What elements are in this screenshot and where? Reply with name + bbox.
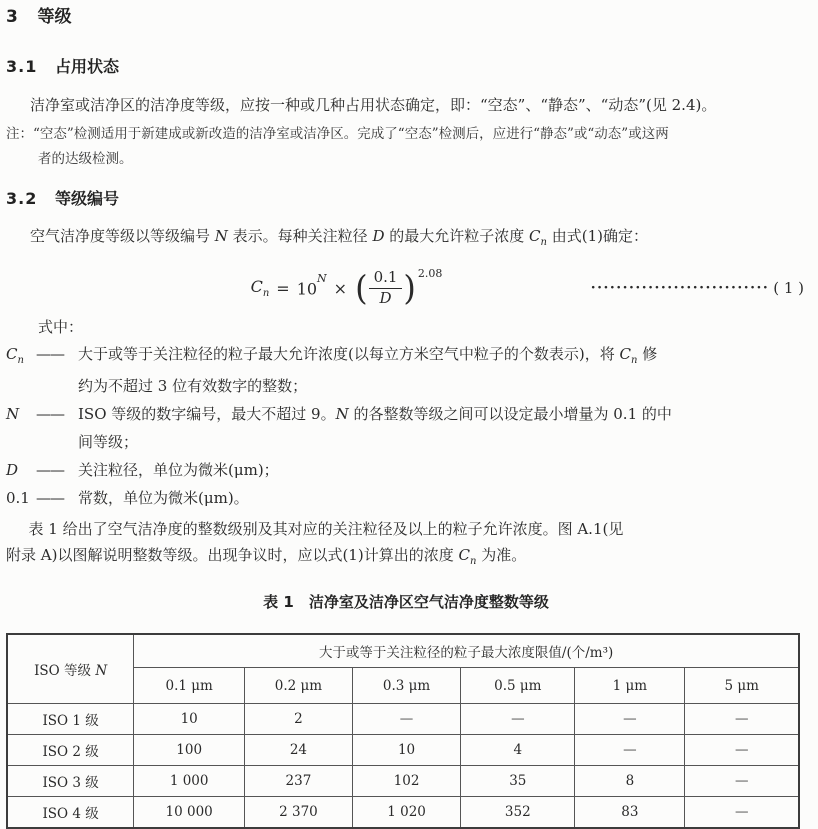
cell-value: — xyxy=(685,797,799,829)
cell-value: 35 xyxy=(461,766,575,797)
table-header-size-0-5: 0.5 μm xyxy=(461,668,575,704)
cell-value: 2 xyxy=(245,704,353,735)
dotted-leader: ···························· xyxy=(590,280,770,296)
section-3-2-number: 3.2 xyxy=(6,189,38,208)
definition-n-symbol: N xyxy=(6,405,20,423)
fraction-numerator: 0.1 xyxy=(369,269,403,288)
section-3-1-title: 占用状态 xyxy=(54,57,119,76)
exponent: 2.08 xyxy=(417,266,443,280)
table-header-size-5: 5 μm xyxy=(685,668,799,704)
definition-01-text: 常数，单位为微米(μm)。 xyxy=(78,489,249,507)
cell-value: 8 xyxy=(575,766,685,797)
table-row-iso-2 xyxy=(7,735,799,766)
table-row-iso-4 xyxy=(7,797,799,829)
table-header-size-0-3: 0.3 μm xyxy=(352,668,461,704)
section-3-title: 等级 xyxy=(37,7,72,27)
equation-1-reference xyxy=(591,279,804,297)
fraction xyxy=(369,269,403,307)
definition-cn-symbol: $C_n$ xyxy=(6,345,24,366)
table-intro-line-1: 表 1 给出了空气洁净度的整数级别及其对应的关注粒径及以上的粒子允许浓度。图 A.1(见 xyxy=(28,520,624,538)
row-label: ISO 4 级 xyxy=(7,797,134,829)
cell-value: 10 xyxy=(134,704,245,735)
cell-value: 10 000 xyxy=(134,797,245,829)
definition-dash: —— xyxy=(36,489,64,507)
definition-01 xyxy=(6,484,806,512)
class-number-paragraph: 空气洁净度等级以等级编号 N 表示。每种关注粒径 D 的最大允许粒子浓度 $C_n$ 由式(1)确定： xyxy=(30,227,648,248)
definition-cn-text: 大于或等于关注粒径的粒子最大允许浓度(以每立方米空气中粒子的个数表示)，将 $C_n$ 修 约为不超过 3 位有效数字的整数； xyxy=(78,345,658,395)
definition-cn xyxy=(6,340,806,400)
definition-n-text: ISO 等级的数字编号，最大不超过 9。N 的各整数等级之间可以设定最小增量为 0.1 的中 间等级； xyxy=(78,405,672,451)
definition-n xyxy=(6,400,806,456)
cell-value: 1 000 xyxy=(134,766,245,797)
equals-sign: = xyxy=(276,278,290,298)
equation-1-expression xyxy=(250,266,443,308)
cell-value: 2 370 xyxy=(245,797,353,829)
cell-value: 237 xyxy=(245,766,353,797)
definition-d xyxy=(6,456,806,484)
section-3-heading xyxy=(6,6,806,28)
table-intro-line-2: 附录 A)以图解说明整数等级。出现争议时，应以式(1)计算出的浓度 $C_n$ 为准。 xyxy=(6,546,527,567)
table-header-size-0-1: 0.1 μm xyxy=(134,668,245,704)
open-paren: ( xyxy=(355,268,368,308)
cell-value: 10 xyxy=(352,735,461,766)
table-header-iso-class: ISO 等级 N xyxy=(7,634,134,704)
var-cn: $C_n$ xyxy=(250,276,270,300)
cell-value: 102 xyxy=(352,766,461,797)
table-header-concentration-limit: 大于或等于关注粒径的粒子最大浓度限值/(个/m³) xyxy=(134,634,799,668)
power-of-ten: $10^N$ xyxy=(296,271,327,299)
table-header-size-0-2: 0.2 μm xyxy=(245,668,353,704)
row-label: ISO 3 级 xyxy=(7,766,134,797)
table-1-caption: 表 1 洁净室及洁净区空气洁净度整数等级 xyxy=(263,593,549,611)
section-3-2-heading xyxy=(6,188,806,209)
definition-d-text: 关注粒径，单位为微米(μm)； xyxy=(78,461,279,479)
row-label: ISO 2 级 xyxy=(7,735,134,766)
occupancy-paragraph: 洁净室或洁净区的洁净度等级，应按一种或几种占用状态确定，即：“空态”、“静态”、“动态”(见 2.4)。 xyxy=(30,96,717,114)
occupancy-note xyxy=(6,122,806,172)
cell-value: 352 xyxy=(461,797,575,829)
section-3-2-title: 等级编号 xyxy=(54,189,119,208)
cell-value: — xyxy=(685,735,799,766)
definition-dash: —— xyxy=(36,345,64,363)
definition-01-symbol: 0.1 xyxy=(6,489,30,507)
table-row-iso-1 xyxy=(7,704,799,735)
row-label: ISO 1 级 xyxy=(7,704,134,735)
multiply-sign: × xyxy=(333,278,348,298)
cell-value: 4 xyxy=(461,735,575,766)
section-3-1-heading xyxy=(6,56,806,77)
section-3-number: 3 xyxy=(6,7,19,27)
section-3-1-number: 3.1 xyxy=(6,57,38,76)
definition-dash: —— xyxy=(36,461,64,479)
where-label: 式中： xyxy=(38,318,84,336)
table-header-size-1: 1 μm xyxy=(575,668,685,704)
cell-value: 1 020 xyxy=(352,797,461,829)
cell-value: — xyxy=(575,735,685,766)
equation-number: ( 1 ) xyxy=(773,279,804,297)
cell-value: — xyxy=(352,704,461,735)
equation-1 xyxy=(6,262,806,314)
cell-value: — xyxy=(685,704,799,735)
cell-value: 100 xyxy=(134,735,245,766)
definition-d-symbol: D xyxy=(6,461,19,479)
symbol-definitions xyxy=(6,340,806,512)
fraction-denominator: D xyxy=(379,288,392,307)
note-line-1: 注：“空态”检测适用于新建成或新改造的洁净室或洁净区。完成了“空态”检测后，应进行“静态”或“动态”或这两 xyxy=(6,126,669,142)
cell-value: 24 xyxy=(245,735,353,766)
iso-cleanliness-table xyxy=(6,633,800,829)
table-row-iso-3 xyxy=(7,766,799,797)
definition-dash: —— xyxy=(36,405,64,423)
cell-value: — xyxy=(461,704,575,735)
note-line-2: 者的达级检测。 xyxy=(38,151,133,167)
table-intro-paragraph xyxy=(6,516,806,575)
cell-value: — xyxy=(685,766,799,797)
cell-value: 83 xyxy=(575,797,685,829)
close-paren: ) xyxy=(403,268,416,308)
cell-value: — xyxy=(575,704,685,735)
